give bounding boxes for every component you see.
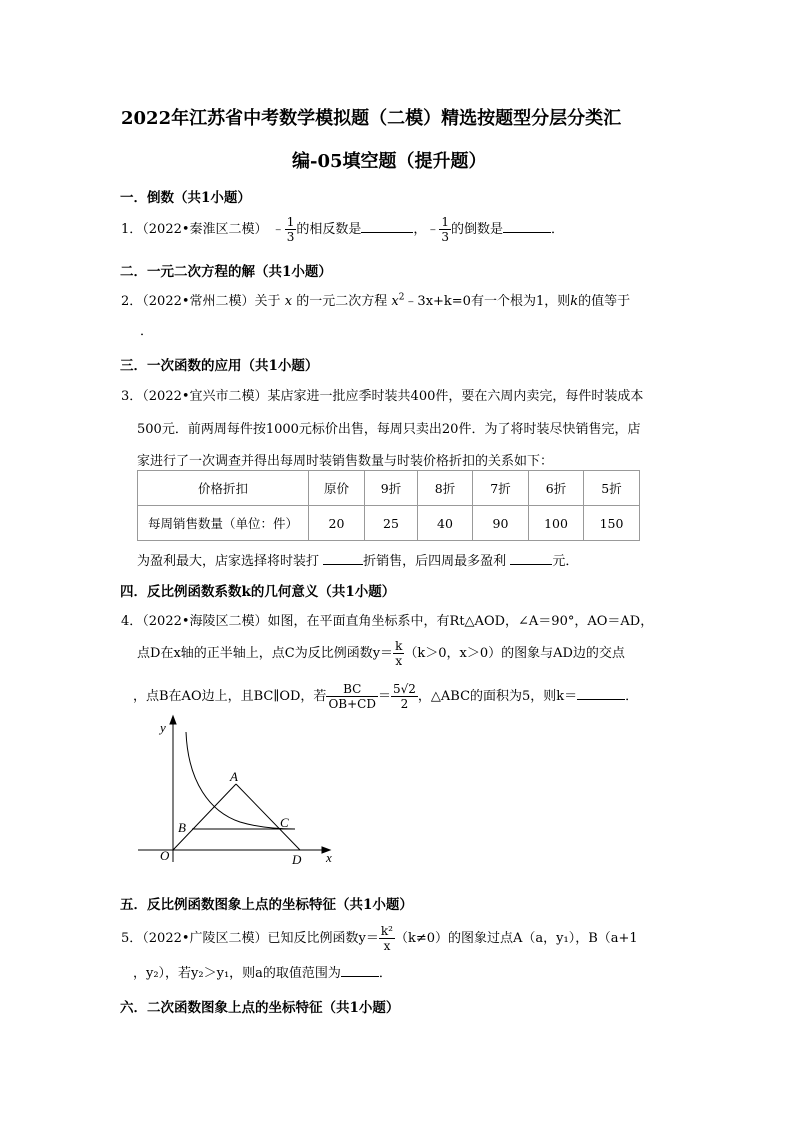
section-heading-5: 五．反比例函数图象上点的坐标特征（共1小题）: [120, 897, 413, 913]
q5-line-1: [121, 925, 638, 952]
label-o: O: [160, 848, 170, 863]
table-header-row: [138, 471, 640, 506]
q5-number: 5．: [121, 931, 143, 946]
section-heading-3: 三．一次函数的应用（共1小题）: [120, 358, 319, 374]
section-heading-6: 六．二次函数图象上点的坐标特征（共1小题）: [120, 1000, 400, 1016]
q1-number: 1．: [121, 222, 143, 237]
label-y: y: [160, 720, 166, 735]
q4-figure: [130, 712, 345, 872]
section-heading-2: 二．一元二次方程的解（共1小题）: [120, 264, 332, 280]
table-cell: 原价: [309, 471, 365, 506]
q4-answer-blank[interactable]: [577, 686, 625, 700]
q5-end: ．: [378, 966, 392, 981]
q2-text-b: 的一元二次方程: [296, 294, 388, 309]
q5-source: （2022•广陵区二模）: [142, 931, 268, 946]
q3-text-1: 某店家进一批应季时装共400件，要在六周内卖完，每件时装成本: [267, 389, 644, 404]
q4-number: 4．: [121, 614, 143, 629]
label-b: B: [178, 820, 186, 835]
label-a: A: [230, 769, 238, 784]
table-cell: 100: [529, 506, 584, 541]
q2-var-x: x: [284, 294, 293, 309]
q3-text-4b: 折销售，后四周最多盈利: [363, 554, 507, 569]
question-1: [121, 216, 564, 243]
q1-source: （2022•秦淮区二模）: [142, 222, 268, 237]
table-cell: 150: [584, 506, 640, 541]
q4-line-1: [121, 610, 653, 629]
q4-text-3c: ，△ABC的面积为5，则k＝: [417, 689, 578, 704]
q4-fraction-value: $\frac{5√2}{2}$: [392, 682, 416, 711]
q4-text-2c: （k＞0，x＞0）的图象与AD边的交点: [404, 646, 625, 661]
q3-line-3: 家进行了一次调查并得出每周时装销售数量与时装价格折扣的关系如下：: [137, 454, 554, 469]
q2-number: 2．: [121, 294, 143, 309]
q3-line-2: 500元．前两周每件按1000元标价出售，每周只卖出20件．为了将时装尽快销售完，店: [137, 422, 641, 437]
q2-eq-sup: 2: [398, 292, 405, 303]
table-row: [138, 506, 640, 541]
q4-text-1: 如图，在平面直角坐标系中，有Rt△AOD，∠A＝90°，AO＝AD，: [267, 614, 654, 629]
q5-answer-blank[interactable]: [341, 963, 379, 977]
q5-text-a: 已知反比例函数y＝: [267, 931, 379, 946]
q2-eq-x: x: [391, 294, 399, 309]
question-2: [121, 290, 630, 309]
q4-text-2a: 点: [137, 646, 151, 661]
q4-text-3a: ，点B在AO边上，且BC∥OD，若: [133, 689, 327, 704]
q4-fraction-k-over-x: $\frac{k}{x}$: [395, 639, 403, 668]
q1-text-a: 的相反数是: [296, 222, 362, 237]
q2-text-a: 关于: [254, 294, 281, 309]
q4-line-2: [137, 640, 625, 667]
q1-answer-blank-1[interactable]: [361, 219, 413, 233]
segment-ao: [173, 784, 236, 850]
table-cell: 90: [473, 506, 529, 541]
q3-source: （2022•宜兴市二模）: [142, 389, 268, 404]
q2-text-d: 的值等于: [578, 294, 631, 309]
table-cell: 40: [418, 506, 473, 541]
table-cell: 25: [365, 506, 418, 541]
label-c: C: [280, 815, 289, 830]
q3-table: [137, 470, 640, 541]
q4-line-3: [133, 683, 638, 710]
q2-end: ．: [140, 324, 154, 339]
q2-text-c: 有一个根为1，则: [470, 294, 571, 309]
q1-answer-blank-2[interactable]: [503, 219, 551, 233]
label-x: x: [326, 850, 332, 865]
q3-line-1: [121, 385, 643, 404]
q4-text-3b: ＝: [377, 689, 391, 704]
q1-text-c: 的倒数是: [451, 222, 504, 237]
q1-minus: ﹣: [271, 222, 285, 237]
table-cell: 价格折扣: [138, 471, 309, 506]
q3-number: 3．: [121, 389, 143, 404]
section-heading-1: 一．倒数（共1小题）: [120, 190, 251, 206]
q2-eq-rest: ﹣3x+k=0: [404, 294, 471, 309]
q5-text-2: ，y₂），若y₂＞y₁，则a的取值范围为: [133, 966, 341, 981]
q4-end: ．: [625, 689, 639, 704]
table-cell: 6折: [529, 471, 584, 506]
q1-fraction-1: $\frac{1}{3}$: [286, 215, 295, 244]
table-cell: 7折: [473, 471, 529, 506]
q5-text-b: （k≠0）的图象过点A（a，y₁），B（a+1: [395, 931, 638, 946]
table-cell: 20: [309, 506, 365, 541]
q1-text-b: ，﹣: [413, 222, 440, 237]
page-title-line-2: 编-05填空题（提升题）: [292, 151, 487, 172]
q4-text-2b: D在x轴的正半轴上，点C为反比例函数y＝: [150, 646, 394, 661]
hyperbola-curve: [186, 732, 295, 829]
q2-source: （2022•常州二模）: [142, 294, 255, 309]
table-cell: 5折: [584, 471, 640, 506]
q3-answer-blank-1[interactable]: [323, 551, 363, 565]
q1-fraction-2: $\frac{1}{3}$: [441, 215, 450, 244]
page-title-line-1: 2022年江苏省中考数学模拟题（二模）精选按题型分层分类汇: [121, 108, 622, 129]
q3-answer-blank-2[interactable]: [510, 551, 552, 565]
table-cell: 8折: [418, 471, 473, 506]
q5-fraction: $\frac{\text{k²}}{x}$: [380, 924, 393, 953]
segment-ad: [236, 784, 300, 850]
q1-end: ．: [551, 222, 565, 237]
q4-fraction-ratio: $\frac{BC}{OB+CD}$: [328, 682, 376, 711]
section-heading-4: 四．反比例函数系数k的几何意义（共1小题）: [120, 584, 396, 600]
q4-source: （2022•海陵区二模）: [142, 614, 268, 629]
q2-var-k: k: [570, 294, 579, 309]
y-axis-arrow: [170, 716, 176, 724]
q5-line-2: [133, 962, 392, 981]
q3-line-4: [137, 550, 578, 569]
q3-text-4c: 元．: [552, 554, 579, 569]
table-cell: 9折: [365, 471, 418, 506]
label-d: D: [292, 852, 302, 867]
q3-text-4a: 为盈利最大，店家选择将时装打: [137, 554, 320, 569]
table-cell: 每周销售数量（单位：件）: [138, 506, 309, 541]
